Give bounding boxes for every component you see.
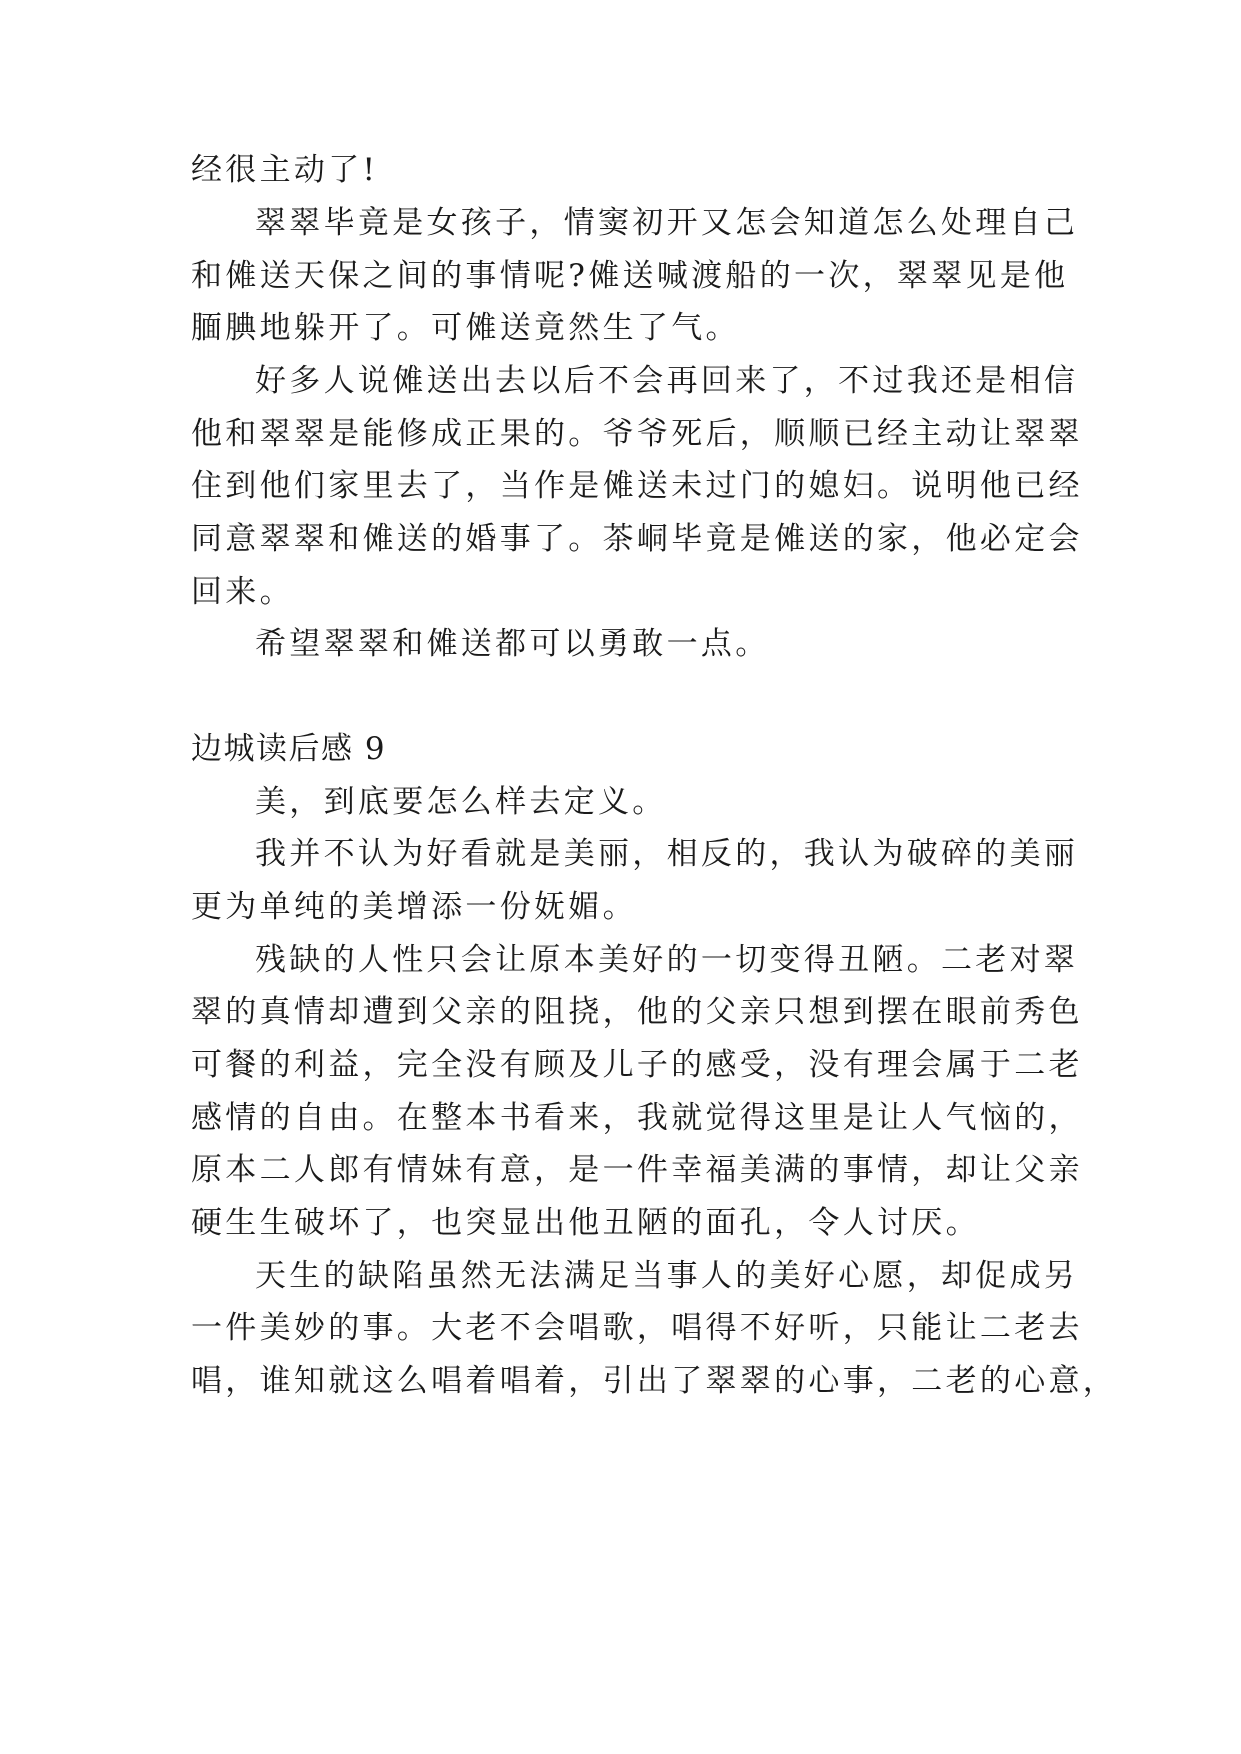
text-line: 翠翠毕竟是女孩子，情窦初开又怎会知道怎么处理自己: [255, 205, 1079, 241]
text-line: 同意翠翠和傩送的婚事了。茶峒毕竟是傩送的家，他必定会: [191, 521, 1083, 557]
text-line: 翠的真情却遭到父亲的阻挠，他的父亲只想到摆在眼前秀色: [191, 994, 1083, 1030]
text-line: 天生的缺陷虽然无法满足当事人的美好心愿，却促成另: [255, 1258, 1079, 1294]
text-line: 原本二人郎有情妹有意，是一件幸福美满的事情，却让父亲: [191, 1152, 1083, 1188]
text-line: 回来。: [191, 574, 294, 610]
text-line: 腼腆地躲开了。可傩送竟然生了气。: [191, 310, 740, 346]
text-line: 经很主动了!: [191, 152, 379, 188]
text-line: 美，到底要怎么样去定义。: [255, 784, 667, 820]
text-line: 感情的自由。在整本书看来，我就觉得这里是让人气恼的，: [191, 1100, 1083, 1136]
text-line: 唱，谁知就这么唱着唱着，引出了翠翠的心事，二老的心意，: [191, 1363, 1118, 1399]
text-line: 一件美妙的事。大老不会唱歌，唱得不好听，只能让二老去: [191, 1310, 1083, 1346]
text-line: 残缺的人性只会让原本美好的一切变得丑陋。二老对翠: [255, 942, 1079, 978]
text-line: 我并不认为好看就是美丽，相反的，我认为破碎的美丽: [255, 836, 1079, 872]
text-line: 可餐的利益，完全没有顾及儿子的感受，没有理会属于二老: [191, 1047, 1083, 1083]
text-line: 住到他们家里去了，当作是傩送未过门的媳妇。说明他已经: [191, 468, 1083, 504]
text-line: 希望翠翠和傩送都可以勇敢一点。: [255, 626, 770, 662]
text-line: 他和翠翠是能修成正果的。爷爷死后，顺顺已经主动让翠翠: [191, 416, 1083, 452]
section-title: 边城读后感 9: [191, 731, 387, 767]
text-line: 硬生生破坏了，也突显出他丑陋的面孔，令人讨厌。: [191, 1205, 980, 1241]
text-line: 和傩送天保之间的事情呢?傩送喊渡船的一次，翠翠见是他: [191, 258, 1069, 294]
text-line: 更为单纯的美增添一份妩媚。: [191, 889, 637, 925]
text-line: 好多人说傩送出去以后不会再回来了，不过我还是相信: [255, 363, 1079, 399]
